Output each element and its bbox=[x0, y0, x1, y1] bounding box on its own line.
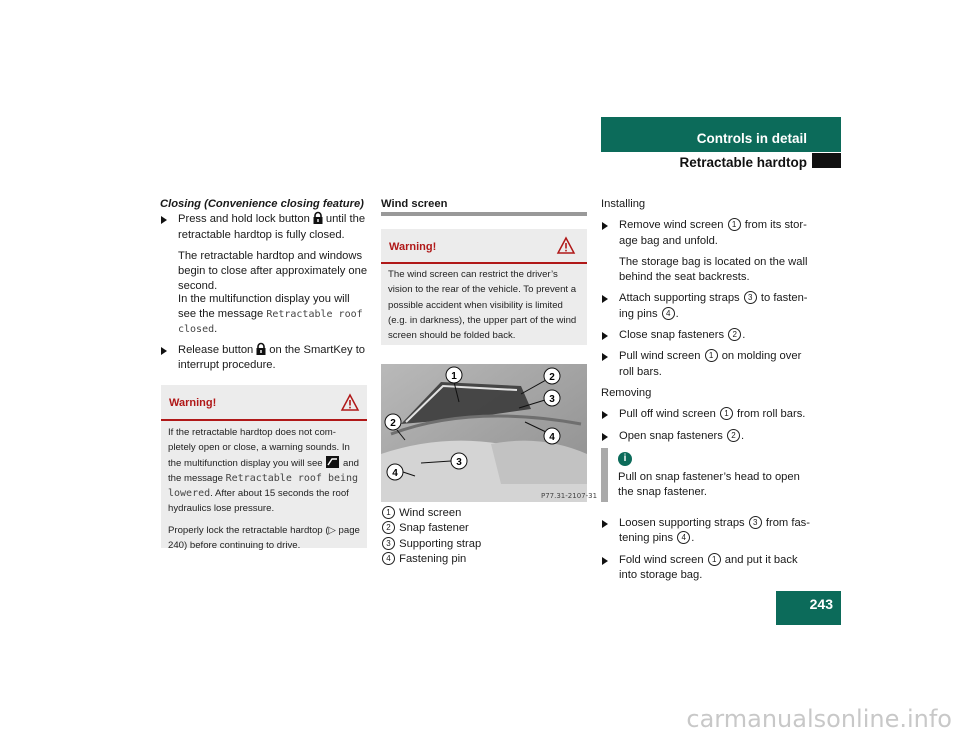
legend-item: 1 Wind screen bbox=[381, 506, 587, 521]
warning-triangle-icon bbox=[341, 394, 359, 411]
remove-step-4: Fold wind screen 1 and put it back into storage bag. bbox=[601, 553, 811, 584]
removing-heading: Removing bbox=[601, 386, 652, 399]
photo-code: P77.31-2107-31 bbox=[541, 492, 598, 500]
installing-heading: Installing bbox=[601, 198, 646, 210]
svg-text:3: 3 bbox=[456, 457, 462, 468]
photo-legend bbox=[381, 506, 587, 567]
svg-text:4: 4 bbox=[549, 432, 555, 443]
warning-text: If the retractable hardtop does not com-pletely open or close, a warning sounds. In the multifunction display you will see and the message Retractable roof being lowered. After about 15 seconds the roof hydraulics lose pressure. Properly lock the retractable hardtop (▷ page 240) before continuing to drive. bbox=[168, 427, 360, 552]
bullet-arrow-icon bbox=[602, 295, 608, 303]
warning-message: Retractable roof being lowered bbox=[168, 472, 359, 500]
bullet-arrow-icon bbox=[161, 347, 167, 355]
step-press-lock: Press and hold lock button until the retractable hardtop is fully closed. bbox=[160, 212, 368, 243]
bullet-arrow-icon bbox=[602, 353, 608, 361]
convertible-symbol-icon bbox=[326, 456, 339, 468]
column-removing-cont bbox=[601, 516, 811, 589]
bullet-arrow-icon bbox=[161, 216, 167, 224]
bullet-arrow-icon bbox=[602, 520, 608, 528]
column-installing: Installing Remove wind screen 1 from its stor-age bag and unfold. The storage bag is located on the wall behind the seat backrests. Attach supporting straps 3 to fasten-ing pins 4 . Close snap fasteners 2 . Pull wind screen 1 on molding over roll bars. Removing Pull off wind screen 1 from roll bars. Open snap fasteners 2 . bbox=[601, 197, 811, 450]
info-box bbox=[601, 448, 841, 502]
page-number: 243 bbox=[776, 591, 841, 625]
warning-divider bbox=[381, 262, 587, 264]
remove-step-3: Loosen supporting straps 3 from fas-tening pins 4 . bbox=[601, 516, 811, 547]
legend-item: 2 Snap fastener bbox=[381, 521, 587, 536]
install-step-4: Pull wind screen 1 on molding over roll bars. bbox=[601, 349, 811, 380]
install-step-1: Remove wind screen 1 from its stor-age bag and unfold. bbox=[601, 218, 811, 249]
watermark: carmanualsonline.info bbox=[686, 705, 952, 733]
bullet-arrow-icon bbox=[602, 433, 608, 441]
lock-icon bbox=[313, 212, 323, 224]
bullet-arrow-icon bbox=[602, 332, 608, 340]
remove-step-1: Pull off wind screen 1 from roll bars. bbox=[601, 407, 811, 422]
info-icon: i bbox=[618, 452, 632, 466]
display-message-note: In the multifunction display you will see the message Retractable roof closed. bbox=[178, 292, 363, 336]
step-release-button: Release button on the SmartKey to interrupt procedure. bbox=[160, 343, 368, 374]
svg-text:2: 2 bbox=[549, 372, 555, 383]
remove-step-2: Open snap fasteners 2 . bbox=[601, 429, 811, 444]
closing-heading: Closing (Convenience closing feature) bbox=[160, 198, 364, 210]
warning-box-wind-screen bbox=[381, 229, 587, 345]
svg-text:4: 4 bbox=[392, 468, 398, 479]
bullet-arrow-icon bbox=[602, 411, 608, 419]
subsection-title: Retractable hardtop bbox=[679, 155, 807, 170]
section-title: Controls in detail bbox=[696, 131, 807, 146]
install-step-3: Close snap fasteners 2 . bbox=[601, 328, 811, 343]
svg-text:1: 1 bbox=[451, 371, 457, 382]
header-marker bbox=[812, 153, 841, 168]
info-text: Pull on snap fastener’s head to open the snap fastener. bbox=[618, 471, 800, 499]
install-step-2: Attach supporting straps 3 to fasten-ing pins 4 . bbox=[601, 291, 811, 322]
closing-note: The retractable hardtop and windows begin to close after approximately one second. bbox=[178, 249, 368, 293]
bullet-arrow-icon bbox=[602, 557, 608, 565]
warning-title: Warning! bbox=[169, 397, 217, 409]
section-rule bbox=[381, 212, 587, 216]
warning-box-hardtop bbox=[161, 385, 367, 552]
legend-item: 3 Supporting strap bbox=[381, 537, 587, 552]
lock-icon bbox=[256, 343, 266, 355]
wind-screen-photo bbox=[381, 364, 598, 502]
warning-text: The wind screen can restrict the driver’s vision to the rear of the vehicle. To prevent a possible accident when visibility is limited (e.g. in darkness), the upper part of the wind screen should be folded back. bbox=[388, 269, 577, 342]
warning-title: Warning! bbox=[389, 241, 437, 253]
bullet-arrow-icon bbox=[602, 222, 608, 230]
wind-screen-heading: Wind screen bbox=[381, 198, 448, 210]
column-closing bbox=[160, 197, 368, 379]
display-message: Retractable roof closed bbox=[178, 309, 363, 336]
warning-divider bbox=[161, 419, 367, 421]
legend-item: 4 Fastening pin bbox=[381, 552, 587, 567]
warning-triangle-icon bbox=[557, 237, 575, 254]
info-bar bbox=[601, 448, 608, 502]
svg-text:3: 3 bbox=[549, 394, 555, 405]
svg-text:2: 2 bbox=[390, 418, 396, 429]
